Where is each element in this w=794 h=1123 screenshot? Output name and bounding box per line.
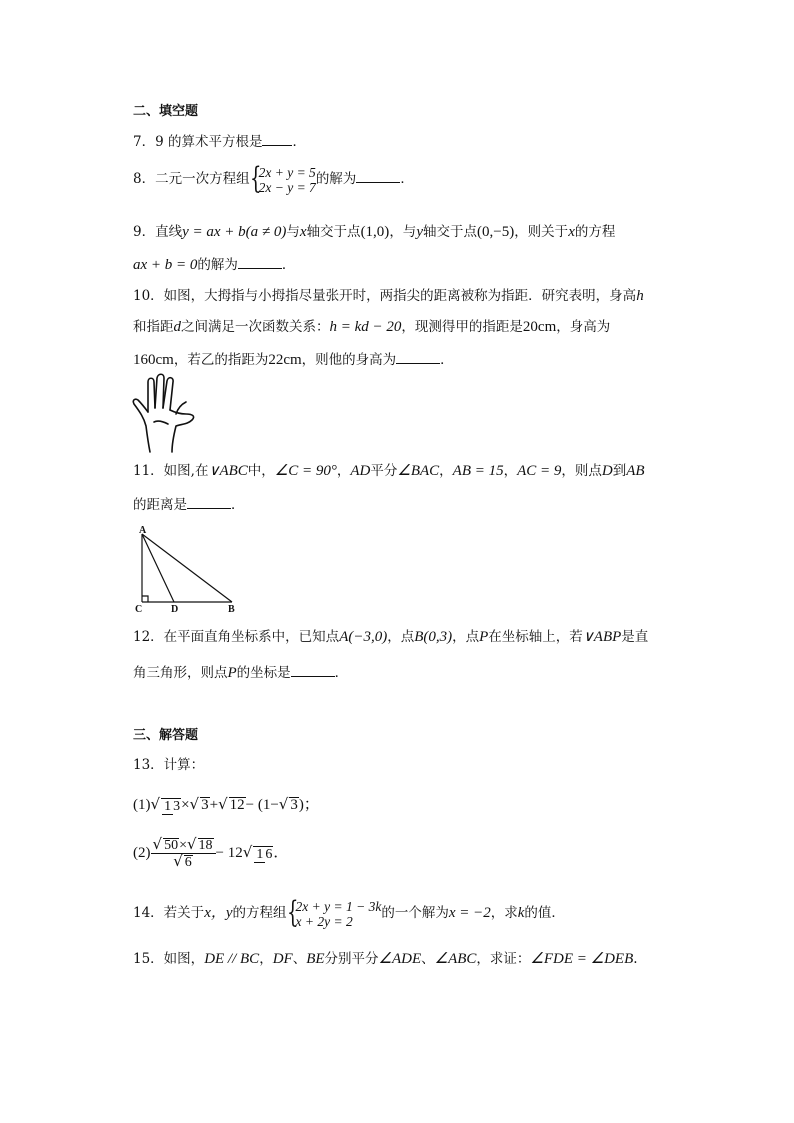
text-run: BE [306, 951, 325, 967]
text-run: (1,0) [360, 224, 390, 240]
text-run: k [517, 905, 525, 921]
question-12-line-1 [133, 628, 648, 646]
text-run: 2x − y = 7 [258, 179, 316, 195]
text-run: y = ax + b(a ≠ 0) [182, 224, 287, 240]
text-run: ∠BAC [397, 463, 440, 479]
question-9-line-1 [133, 223, 615, 241]
text-run: 轴交于点 [422, 224, 477, 240]
vertex-label-a: A [139, 526, 147, 536]
text-run: B(0,3) [414, 629, 453, 645]
text-run: AB = 15 [452, 463, 504, 479]
text-run: ，则关于 [514, 224, 569, 240]
text-run: 2x + y = 5 [258, 164, 316, 180]
text-run: 3 [173, 798, 181, 814]
text-run: DE // BC [204, 951, 260, 967]
vertex-label-d: D [171, 604, 179, 614]
answer-blank[interactable] [356, 168, 400, 183]
question-11-line-2 [133, 494, 245, 514]
text-run: 6 [265, 846, 273, 862]
text-run: 22cm [268, 352, 302, 368]
text-run: AD [350, 463, 371, 479]
text-run: 和指距 [133, 319, 174, 335]
text-run: ，求 [490, 905, 518, 921]
text-run: 到 [612, 463, 627, 479]
text-run: 2x + y = 1 − 3k [295, 898, 382, 914]
question-12-line-2 [133, 662, 348, 682]
question-15 [133, 950, 638, 968]
question-10-line-1 [133, 287, 644, 305]
text-run: x + 2y = 2 [295, 913, 353, 929]
text-run: (1) [133, 797, 151, 813]
text-run: 3 [290, 797, 298, 813]
question-13-title: 13．计算： [133, 757, 205, 773]
text-run: 的一个解为 [381, 905, 449, 921]
vertex-label-c: C [135, 604, 143, 614]
text-run: ∨ABC [208, 463, 248, 479]
text-run: ，若乙的指距为 [173, 352, 269, 368]
text-run: ，则他的身高为 [301, 352, 397, 368]
text-run: × [181, 797, 190, 813]
question-10-line-2 [133, 318, 610, 336]
text-run: P [479, 629, 489, 645]
text-run: ． [334, 665, 349, 681]
text-run: 的距离是 [133, 497, 187, 513]
text-run: ． [281, 257, 296, 273]
text-run: 8．二元一次方程组 [133, 171, 250, 187]
text-run: 的方程 [574, 224, 616, 240]
text-run: 18 [198, 838, 213, 853]
text-run: 3 [201, 797, 209, 813]
text-run: ． [273, 845, 289, 861]
equation-system: { 2x + y = 1 − 3k x + 2y = 2 [286, 894, 382, 930]
text-run: h [636, 288, 644, 304]
text-run: 在坐标轴上，若 [488, 629, 583, 645]
text-run: ，身高为 [556, 319, 611, 335]
text-run: ∠C = 90° [274, 463, 337, 479]
text-run: ，点 [387, 629, 415, 645]
question-9-line-2 [133, 254, 295, 274]
question-13-part-2: (2) $\frac{√ 50\times√ 18}{√ 6}$ − 12√ 1 6． [133, 835, 289, 870]
text-run: 160cm [133, 352, 174, 368]
question-7 [133, 131, 306, 151]
question-10-line-3 [133, 349, 454, 369]
vertex-label-b: B [228, 604, 235, 614]
triangle-figure [130, 526, 242, 614]
text-run: 12 [229, 797, 245, 813]
text-run: y [416, 224, 423, 240]
text-run: ，则点 [561, 463, 602, 479]
text-run: ， [336, 463, 351, 479]
text-run: − (1− [245, 797, 279, 813]
text-run: 是直 [621, 629, 649, 645]
equation-system: { 2x + y = 5 2x − y = 7 [249, 160, 316, 196]
text-run: P [227, 665, 237, 681]
text-run: ，与 [389, 224, 417, 240]
text-run: x [299, 224, 307, 240]
text-run: ． [440, 352, 454, 368]
text-run: 轴交于点 [306, 224, 361, 240]
text-run: 14．若关于 [133, 905, 205, 921]
text-run: (0,−5) [476, 224, 515, 240]
text-run: AC = 9 [517, 463, 562, 479]
text-run: × [179, 838, 187, 853]
text-run: )； [298, 797, 319, 813]
text-run: AB [626, 463, 645, 479]
text-run: 平分 [370, 463, 398, 479]
text-run: − 12 [215, 845, 243, 861]
text-run: ， [439, 463, 453, 479]
text-run: 1 [256, 846, 264, 862]
answer-blank[interactable] [262, 131, 292, 146]
text-run: 角三角形，则点 [133, 665, 228, 681]
text-run: ， [259, 951, 273, 967]
text-run: . [633, 951, 638, 967]
section-heading-fill-in: 二、填空题 [133, 104, 199, 119]
text-run: ∠ADE [378, 951, 422, 967]
text-run: 6 [184, 855, 192, 870]
text-run: + [209, 797, 219, 813]
text-run: ． [292, 134, 306, 150]
text-run: ax + b = 0 [133, 257, 198, 273]
text-run: h = kd − 20 [329, 319, 402, 335]
text-run: ∠ABC [434, 951, 477, 967]
text-run: 10．如图，大拇指与小拇指尽量张开时，两指尖的距离被称为指距．研究表明，身高 [133, 288, 637, 304]
text-run: 的坐标是 [236, 665, 291, 681]
section-heading-answer: 三、解答题 [133, 728, 199, 743]
text-run: ． [231, 497, 245, 513]
text-run: 7．9 的算术平方根是 [133, 134, 263, 150]
text-run: ， [503, 463, 518, 479]
text-run: 11．如图,在 [133, 463, 209, 479]
text-run: x [568, 224, 575, 240]
text-run: D [601, 463, 613, 479]
text-run: 分别平分 [324, 951, 379, 967]
text-run: 的方程组 [232, 905, 287, 921]
text-run: 、 [292, 951, 307, 967]
text-run: 20cm [522, 319, 557, 335]
text-run: x = −2 [448, 905, 491, 921]
text-run: 、 [421, 951, 435, 967]
text-run: A(−3,0) [339, 629, 388, 645]
question-11-line-1 [133, 462, 645, 480]
text-run: 15．如图， [133, 951, 205, 967]
hand-span-figure [130, 372, 202, 454]
text-run: x，y [204, 905, 233, 921]
text-run: (2) [133, 845, 151, 861]
answer-blank[interactable] [187, 494, 231, 509]
text-run: ∠FDE = ∠DEB [530, 951, 634, 967]
text-run: d [173, 319, 181, 335]
text-run: 1 [164, 798, 172, 814]
text-run: ，现测得甲的指距是 [401, 319, 523, 335]
text-run: ，点 [452, 629, 480, 645]
answer-blank[interactable] [238, 254, 282, 269]
answer-blank[interactable] [396, 349, 440, 364]
text-run: DF [272, 951, 293, 967]
question-8 [133, 160, 414, 196]
text-run: 的值． [524, 905, 565, 921]
question-13-part-1: (1)√ 1 3×√ 3+√ 12− (1−√ 3)； [133, 795, 319, 814]
text-run: 的解为 [315, 171, 357, 187]
text-run: 50 [164, 838, 179, 853]
text-run: 9．直线 [133, 224, 183, 240]
answer-blank[interactable] [291, 662, 335, 677]
text-run: 的解为 [197, 257, 238, 273]
text-run: ∨ABP [582, 629, 622, 645]
text-run: 与 [286, 224, 300, 240]
text-run: 12．在平面直角坐标系中，已知点 [133, 629, 340, 645]
text-run: 之间满足一次函数关系： [181, 319, 330, 335]
question-14 [133, 896, 565, 930]
text-run: 中， [247, 463, 275, 479]
text-run: ． [400, 171, 414, 187]
text-run: ，求证： [476, 951, 531, 967]
